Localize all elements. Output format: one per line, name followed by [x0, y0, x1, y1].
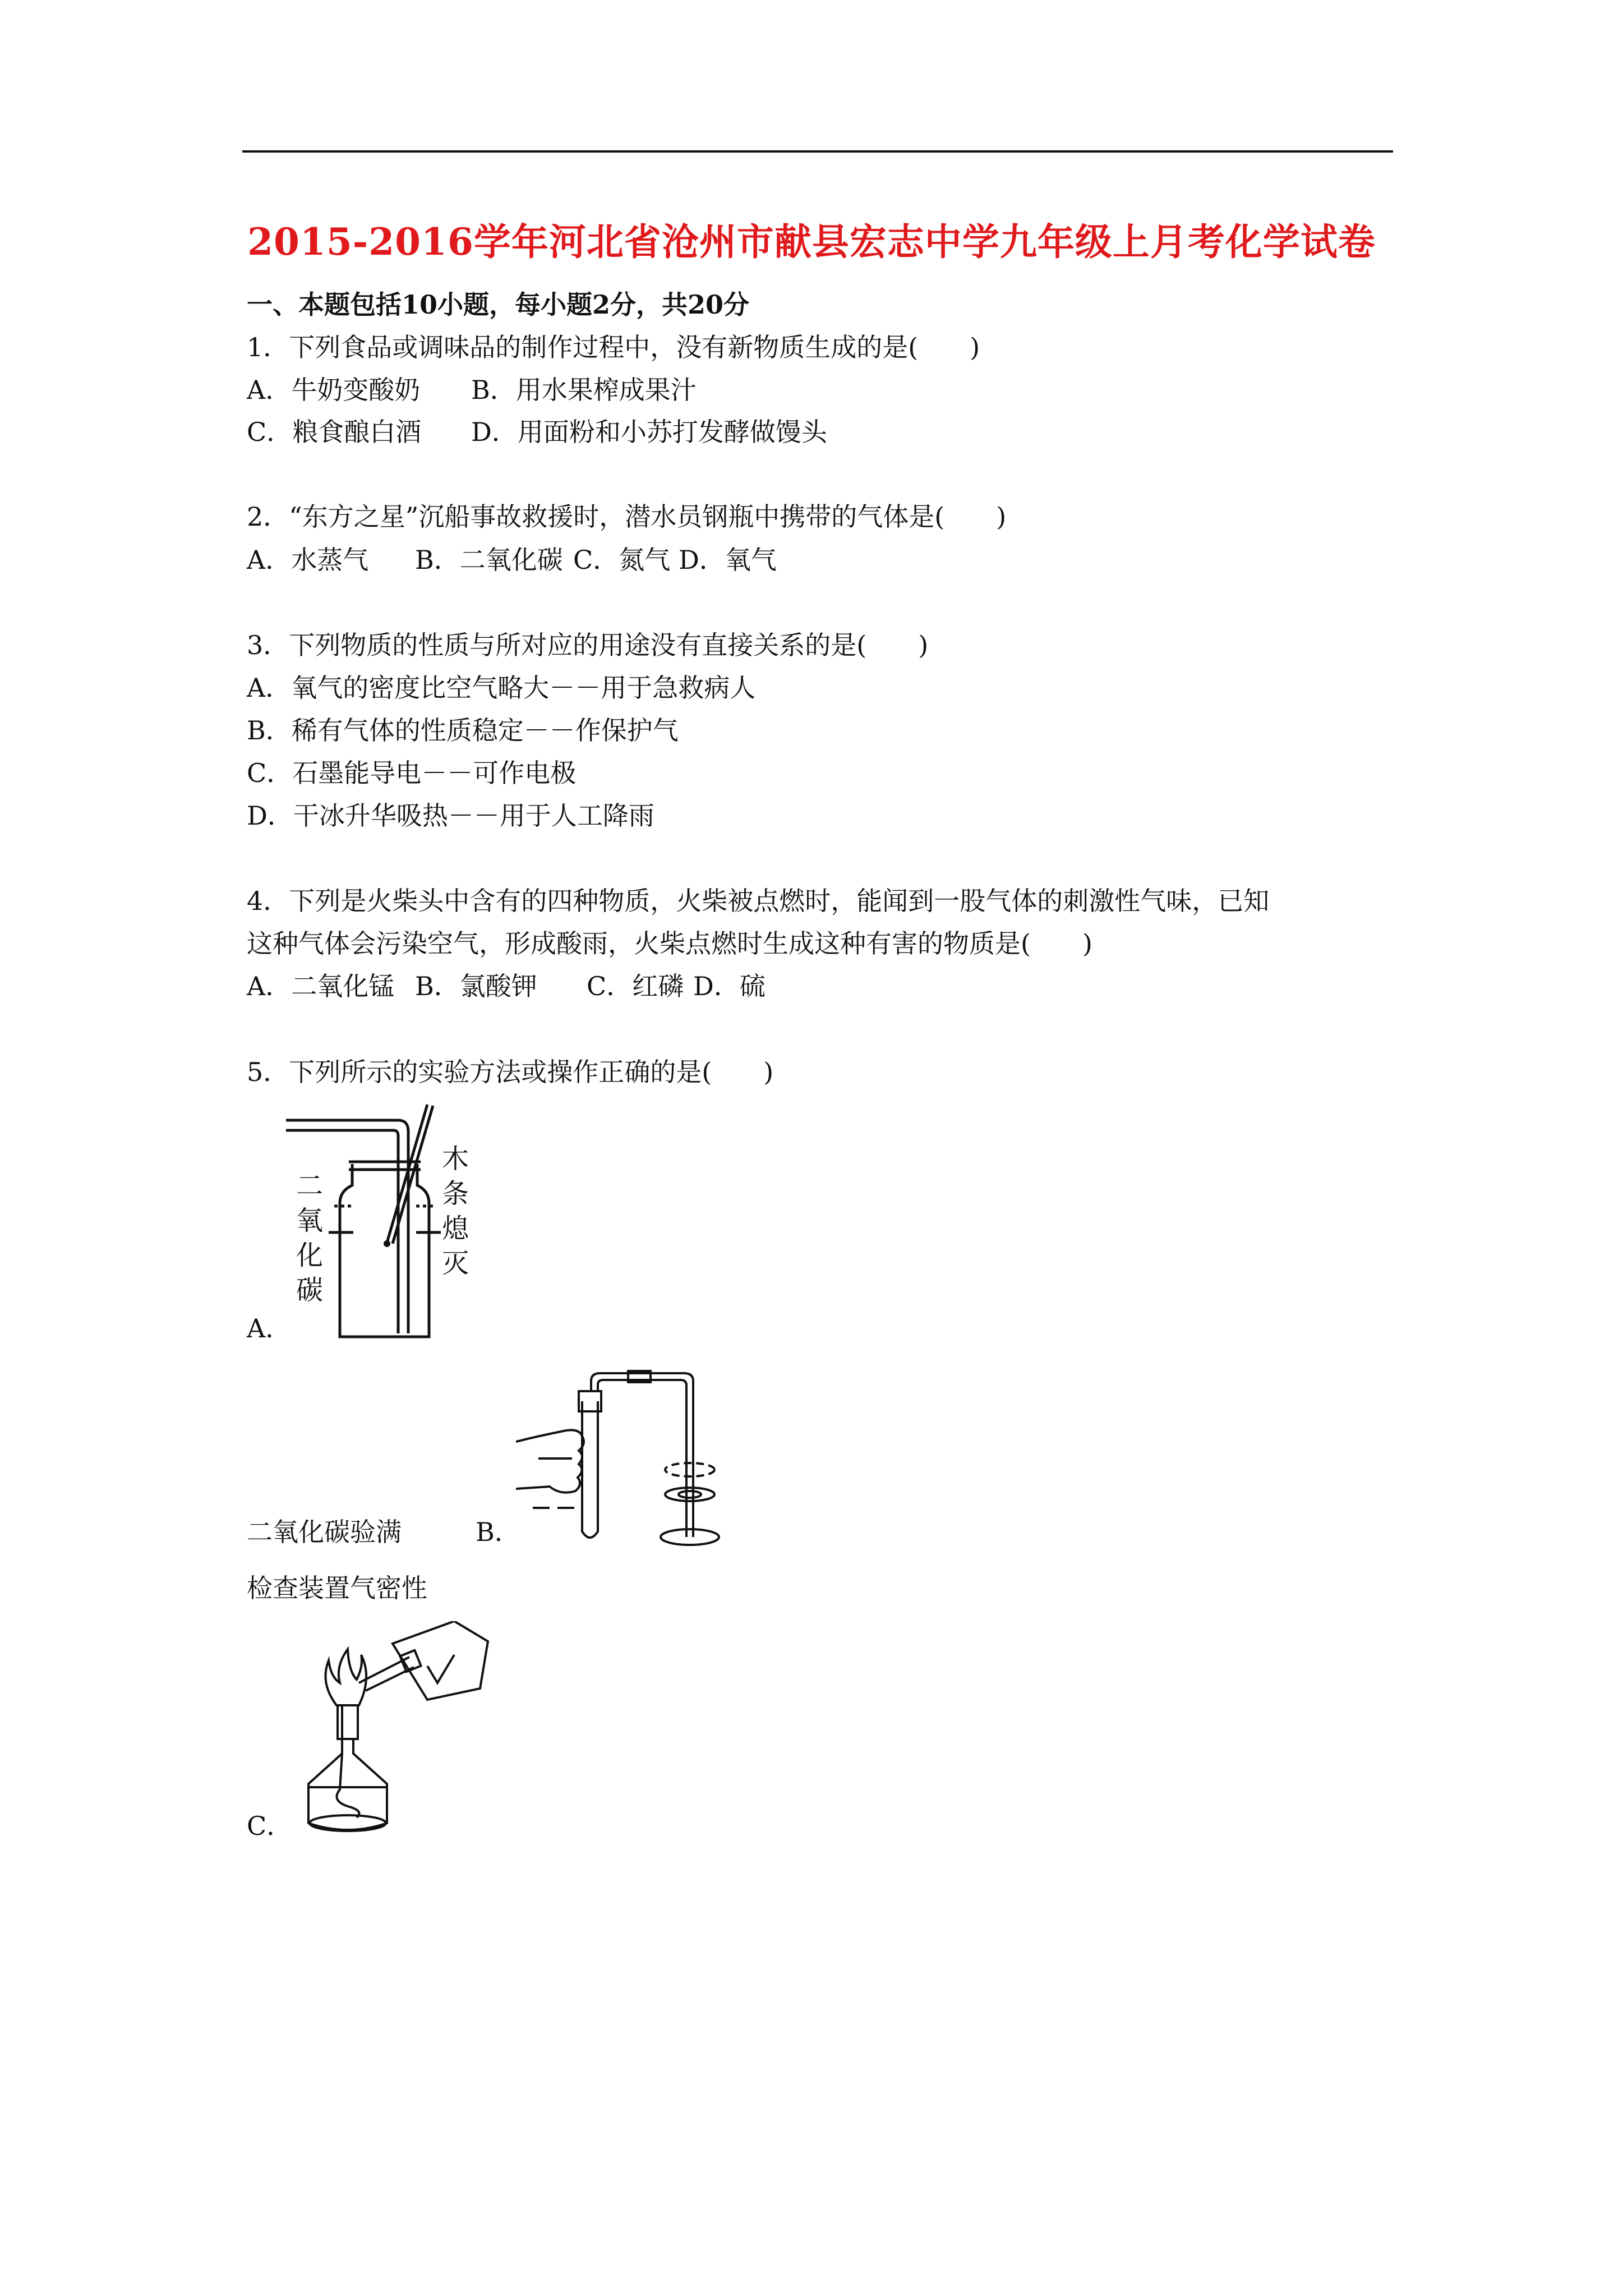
q3-option-b: B．稀有气体的性质稳定－－作保护气	[247, 715, 679, 746]
q4-stem-line2: 这种气体会污染空气，形成酸雨，火柴点燃时生成这种有害的物质是( )	[247, 928, 1092, 959]
q5-stem: 5．下列所示的实验方法或操作正确的是( )	[247, 1057, 774, 1087]
q5-option-b-caption: 检查装置气密性	[247, 1573, 427, 1603]
figure-a-left-char: 化	[296, 1240, 324, 1271]
figure-a-left-char: 二	[296, 1170, 324, 1202]
figure-b-airtightness-check	[516, 1369, 729, 1554]
figure-c-alcohol-lamp	[303, 1621, 505, 1846]
figure-a-co2-full-test	[286, 1102, 488, 1343]
figure-a-right-char: 条	[442, 1178, 469, 1209]
q4-option-b: B．氯酸钾	[415, 971, 537, 1001]
exam-title: 2015-2016学年河北省沧州市献县宏志中学九年级上月考化学试卷	[247, 220, 1376, 264]
figure-a-right-label	[442, 1142, 476, 1281]
q3-option-a: A．氧气的密度比空气略大－－用于急救病人	[247, 673, 756, 703]
q4-stem-line1: 4．下列是火柴头中含有的四种物质，火柴被点燃时，能闻到一股气体的刺激性气味，已知	[247, 886, 1270, 916]
figure-a-right-char: 熄	[442, 1213, 469, 1244]
figure-a-left-char: 碳	[296, 1274, 324, 1306]
q5-option-a-caption: 二氧化碳验满	[247, 1517, 402, 1547]
q1-stem: 1．下列食品或调味品的制作过程中，没有新物质生成的是( )	[247, 332, 980, 362]
q1-options-row2	[247, 419, 827, 445]
q3-stem: 3．下列物质的性质与所对应的用途没有直接关系的是( )	[247, 630, 929, 660]
q2-option-c: C．氮气	[573, 545, 671, 575]
q5-option-c-label: C．	[247, 1811, 293, 1841]
q2-option-b: B．二氧化碳	[415, 545, 563, 575]
q4-option-d: D．硫	[693, 971, 766, 1001]
q2-option-a: A．水蒸气	[247, 545, 369, 575]
q3-option-d: D．干冰升华吸热－－用于人工降雨	[247, 800, 654, 831]
q2-options	[247, 547, 777, 573]
q5-option-a-label: A．	[247, 1313, 292, 1343]
q2-option-d: D．氧气	[679, 545, 777, 575]
figure-a-right-char: 灭	[442, 1248, 469, 1279]
figure-a-left-label	[296, 1168, 330, 1308]
q4-option-c: C．红磷	[587, 971, 684, 1001]
q1-options-row1	[247, 377, 697, 403]
q4-options	[247, 973, 766, 999]
q5-option-b-label: B．	[476, 1517, 520, 1547]
figure-c-drawing	[303, 1621, 505, 1846]
q1-option-d: D．用面粉和小苏打发酵做馒头	[471, 417, 827, 447]
q1-option-c: C．粮食酿白酒	[247, 417, 422, 447]
q3-option-c: C．石墨能导电－－可作电极	[247, 758, 577, 788]
q1-option-b: B．用水果榨成果汁	[471, 375, 697, 405]
figure-a-left-char: 氧	[296, 1205, 324, 1236]
header-rule	[242, 150, 1393, 153]
q4-option-a: A．二氧化锰	[247, 971, 395, 1001]
q2-stem: 2．“东方之星”沉船事故救援时，潜水员钢瓶中携带的气体是( )	[247, 501, 1007, 532]
section-heading: 一、本题包括10小题，每小题2分，共20分	[247, 289, 750, 320]
figure-b-drawing	[516, 1369, 729, 1554]
figure-a-right-char: 木	[442, 1143, 469, 1175]
q1-option-a: A．牛奶变酸奶	[247, 375, 421, 405]
